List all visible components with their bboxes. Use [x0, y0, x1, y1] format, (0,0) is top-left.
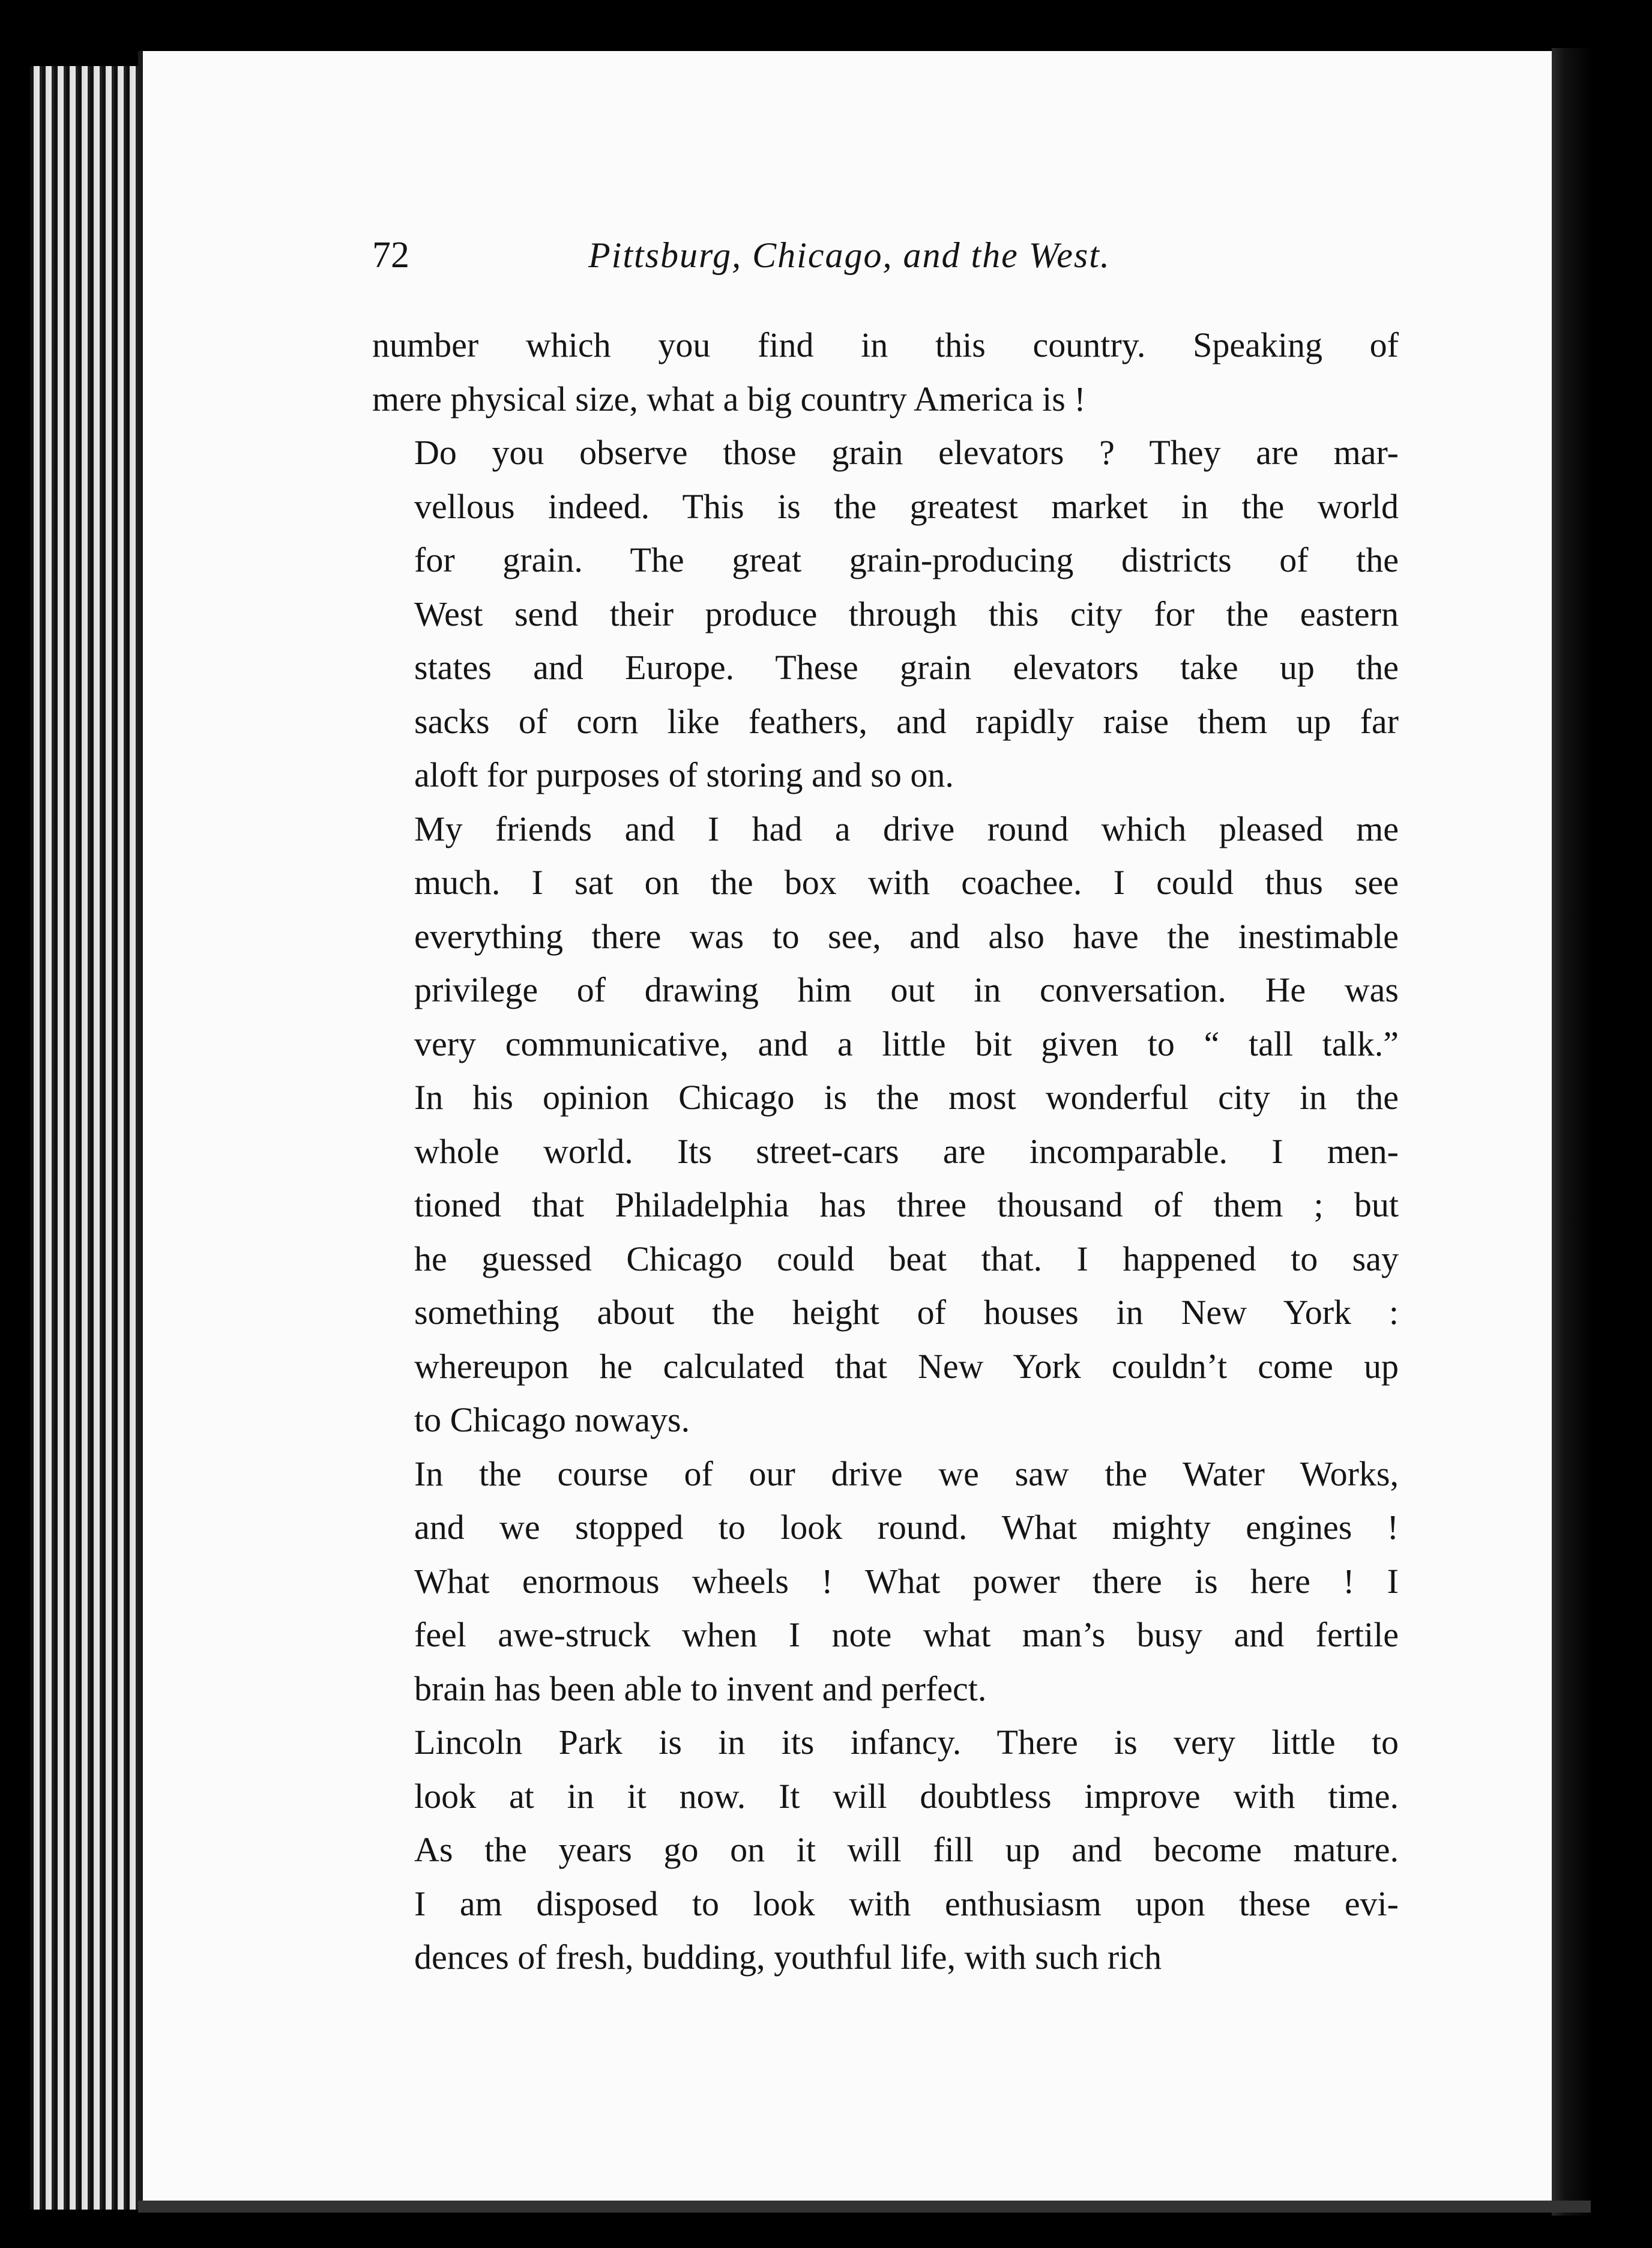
text-line: sacks of corn like feathers, and rapidly raise them up far — [414, 701, 1399, 741]
text-line: In his opinion Chicago is the most wonderful city in the — [414, 1078, 1399, 1117]
paragraph — [372, 318, 1399, 426]
text-line: I am disposed to look with enthusiasm upon these evi- — [414, 1884, 1399, 1923]
text-line: In the course of our drive we saw the Water Works, — [414, 1454, 1399, 1493]
body-text — [372, 318, 1399, 1984]
paragraph — [372, 802, 1399, 1447]
text-line: tioned that Philadelphia has three thousand of them ; but — [414, 1185, 1399, 1224]
text-line: he guessed Chicago could beat that. I happened to say — [414, 1239, 1399, 1278]
text-line: states and Europe. These grain elevators take up the — [414, 648, 1399, 687]
paragraph — [372, 426, 1399, 802]
text-line: brain has been able to invent and perfect. — [414, 1669, 987, 1708]
text-line: Do you observe those grain elevators ? They are mar- — [414, 433, 1399, 472]
text-line: My friends and I had a drive round which pleased me — [414, 809, 1399, 848]
running-title: Pittsburg, Chicago, and the West. — [588, 235, 1111, 275]
text-line: to Chicago noways. — [414, 1400, 690, 1439]
text-line: As the years go on it will fill up and become mature. — [414, 1830, 1399, 1869]
text-line: whereupon he calculated that New York couldn’t come up — [414, 1346, 1399, 1386]
paragraph — [372, 1447, 1399, 1716]
text-line: for grain. The great grain-producing districts of the — [414, 540, 1399, 579]
text-line: Lincoln Park is in its infancy. There is very little to — [414, 1723, 1399, 1762]
text-line: look at in it now. It will doubtless improve with time. — [414, 1776, 1399, 1816]
book-bottom-edge — [138, 2201, 1591, 2213]
text-line: privilege of drawing him out in conversation. He was — [414, 970, 1399, 1009]
text-line: vellous indeed. This is the greatest market in the world — [414, 486, 1399, 526]
page-number: 72 — [372, 235, 409, 276]
running-head — [372, 228, 1399, 282]
text-line: feel awe-struck when I note what man’s busy and fertile — [414, 1615, 1399, 1654]
text-line: and we stopped to look round. What mighty engines ! — [414, 1508, 1399, 1547]
text-line: aloft for purposes of storing and so on. — [414, 755, 954, 794]
book-gutter-shadow — [1552, 48, 1594, 2216]
text-line: What enormous wheels ! What power there is here ! I — [414, 1561, 1399, 1601]
text-line: West send their produce through this city for the eastern — [414, 594, 1399, 633]
text-line: mere physical size, what a big country America is ! — [372, 379, 1086, 418]
paragraph — [372, 1715, 1399, 1984]
page-text-block — [372, 228, 1399, 1984]
text-line: everything there was to see, and also have the inestimable — [414, 916, 1399, 956]
text-line: something about the height of houses in New York : — [414, 1293, 1399, 1332]
text-line: dences of fresh, budding, youthful life, with such rich — [414, 1938, 1162, 1977]
text-line: much. I sat on the box with coachee. I could thus see — [414, 863, 1399, 902]
text-line: whole world. Its street-cars are incomparable. I men- — [414, 1131, 1399, 1171]
text-line: very communicative, and a little bit given to “ tall talk.” — [414, 1024, 1399, 1063]
text-line: number which you find in this country. Speaking of — [372, 325, 1399, 364]
